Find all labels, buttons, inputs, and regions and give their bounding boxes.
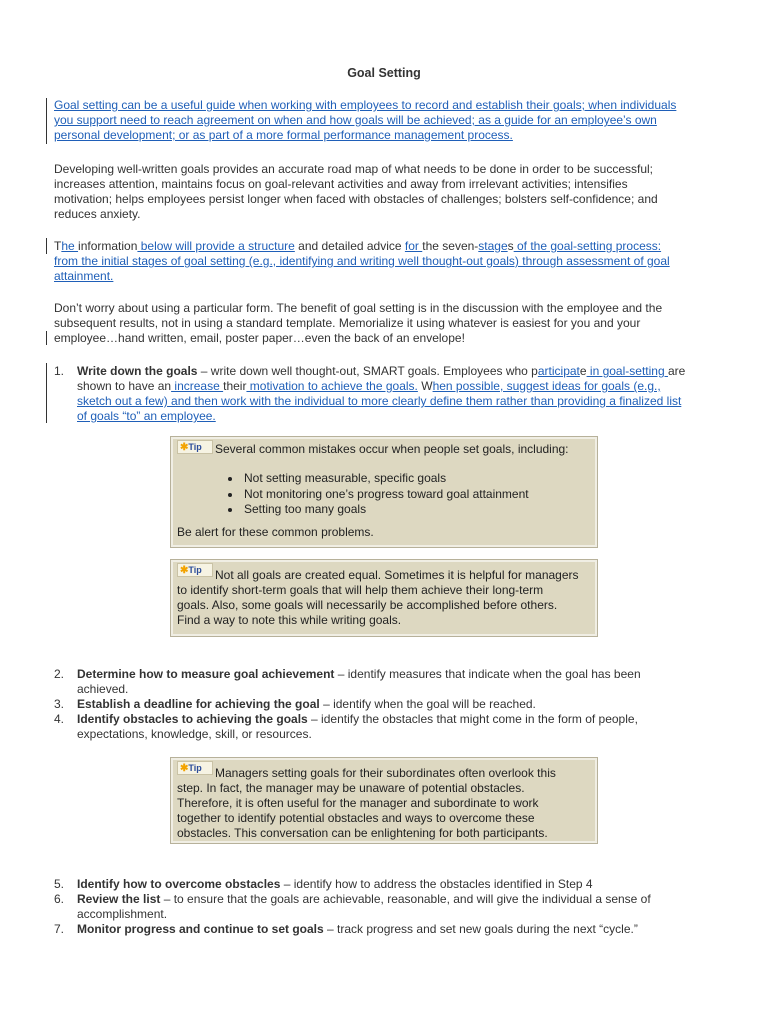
body-text: W — [417, 379, 433, 393]
tip-text-block — [177, 583, 591, 628]
list-item — [54, 697, 724, 712]
tip-box — [170, 559, 598, 637]
tracked-change-text: in goal-setting — [586, 364, 668, 378]
tip-text: Several common mistakes occur when people set goals, including: — [215, 442, 569, 456]
step-heading: Identify how to overcome obstacles — [77, 877, 281, 891]
step-heading: Identify obstacles to achieving the goals — [77, 712, 308, 726]
benefits-line: increases attention, maintains focus on goal-relevant activities and away from irrelevant activities; intensifies — [54, 177, 628, 191]
step-text: – identify how to address the obstacles identified in Step 4 — [280, 877, 593, 891]
tip-box — [170, 436, 598, 548]
structure-line — [54, 239, 719, 254]
body-text: T — [54, 239, 62, 253]
list-number: 2. — [54, 667, 65, 681]
tip-bullet-list — [177, 471, 591, 518]
intro-line: personal development; or as part of a more formal performance management process. — [54, 128, 513, 142]
star-tip-icon: ✱Tip — [177, 440, 213, 454]
tip-box — [170, 757, 598, 844]
step-heading: Establish a deadline for achieving the goal — [77, 697, 320, 711]
tracked-change-text: motivation to achieve the goals. — [246, 379, 418, 393]
list-number: 6. — [54, 892, 65, 906]
form-note-paragraph — [54, 301, 719, 346]
list-item — [54, 667, 724, 697]
step-text: expectations, knowledge, skill, or resources. — [77, 727, 312, 741]
step-text: – identify measures that indicate when the goal has been — [334, 667, 641, 681]
list-item — [54, 922, 724, 937]
step-heading: Monitor progress and continue to set goals — [77, 922, 324, 936]
tip-text-block — [177, 781, 591, 841]
step-line — [77, 364, 724, 379]
star-tip-icon: ✱Tip — [177, 761, 213, 775]
tip-text: together to identify potential obstacles and ways to overcome these — [177, 811, 535, 825]
tracked-change-text: for — [404, 239, 423, 253]
form-note-line: Don’t worry about using a particular form. The benefit of goal setting is in the discussion with the employee and the — [54, 301, 663, 315]
tip-text: Be alert for these common problems. — [177, 525, 374, 539]
benefits-paragraph — [54, 162, 719, 222]
tracked-change-text: hen possible, suggest ideas for goals (e.g., — [432, 379, 661, 393]
revision-bar — [46, 331, 47, 345]
form-note-line: employee…hand written, email, poster paper…even the back of an envelope! — [54, 331, 465, 345]
step-line — [77, 379, 724, 394]
step-text: achieved. — [77, 682, 129, 696]
structure-line: attainment. — [54, 269, 114, 283]
step-heading: Write down the goals — [77, 364, 198, 378]
list-number: 4. — [54, 712, 65, 726]
step-text: – track progress and set new goals during the next “cycle.” — [323, 922, 638, 936]
body-text: shown to have an — [77, 379, 172, 393]
tracked-change-text: of the goal-setting process: — [513, 239, 662, 253]
intro-line: Goal setting can be a useful guide when working with employees to record and establish their goals; when individuals — [54, 98, 677, 112]
body-text: s — [507, 239, 514, 253]
tip-bullet: Not setting measurable, specific goals — [177, 471, 591, 487]
tip-text: goals. Also, some goals will necessarily be accomplished before others. — [177, 598, 558, 612]
form-note-line: subsequent results, not in using a standard template. Memorialize it using whatever is easiest for you and your — [54, 316, 641, 330]
steps-end — [54, 877, 724, 937]
tracked-change-text: articipat — [537, 364, 580, 378]
step-1 — [54, 364, 724, 424]
body-text: – write down well thought-out, SMART goals. Employees who p — [197, 364, 538, 378]
tip-text: Find a way to note this while writing goals. — [177, 613, 402, 627]
tracked-change-text: he — [61, 239, 79, 253]
body-text: information — [78, 239, 138, 253]
step-text: – identify when the goal will be reached. — [319, 697, 536, 711]
star-tip-icon: ✱Tip — [177, 563, 213, 577]
revision-bar — [46, 363, 47, 423]
list-item — [54, 877, 724, 892]
tip-bullet: Not monitoring one’s progress toward goal attainment — [177, 487, 591, 503]
body-text: the seven- — [422, 239, 479, 253]
body-text: and detailed advice — [294, 239, 405, 253]
structure-line: from the initial stages of goal setting (e.g., identifying and writing well thought-out goals) through assessment of goal — [54, 254, 670, 268]
list-number: 1. — [54, 364, 65, 378]
list-item — [54, 712, 724, 742]
step-heading: Determine how to measure goal achievement — [77, 667, 335, 681]
tracked-change-text: below will provide a structure — [137, 239, 295, 253]
benefits-line: motivation; helps employees persist longer when faced with obstacles of challenges; bolsters self-confidence; and — [54, 192, 658, 206]
tip-text: Not all goals are created equal. Sometimes it is helpful for managers — [215, 568, 579, 582]
page-title: Goal Setting — [347, 66, 421, 80]
step-text: accomplishment. — [77, 907, 168, 921]
body-text: e — [579, 364, 587, 378]
intro-paragraph — [54, 98, 719, 143]
benefits-line: Developing well-written goals provides an accurate road map of what needs to be done in order to be successful; — [54, 162, 654, 176]
revision-bar — [46, 238, 47, 254]
intro-line: you support need to reach agreement on when and how goals will be achieved; as a guide for an employee’s own — [54, 113, 657, 127]
tip-text: step. In fact, the manager may be unaware of potential obstacles. — [177, 781, 525, 795]
tracked-change-text: stage — [478, 239, 508, 253]
step-line: sketch out a few) and then work with the individual to more clearly define them rather than providing a finalized list — [77, 394, 682, 408]
list-item — [54, 892, 724, 922]
step-text — [197, 364, 685, 378]
body-text: their — [223, 379, 247, 393]
tip-text: Therefore, it is often useful for the manager and subordinate to work — [177, 796, 539, 810]
list-item — [54, 364, 724, 424]
body-text: are — [667, 364, 686, 378]
list-number: 3. — [54, 697, 65, 711]
tracked-change-text: increase — [171, 379, 224, 393]
step-text: – to ensure that the goals are achievable, reasonable, and will give the individual a sense of — [160, 892, 651, 906]
structure-paragraph — [54, 239, 719, 284]
benefits-line: reduces anxiety. — [54, 207, 141, 221]
tip-text: to identify short-term goals that will help them achieve their long-term — [177, 583, 544, 597]
list-number: 5. — [54, 877, 65, 891]
tip-bullet: Setting too many goals — [177, 502, 591, 518]
step-line: of goals “to” an employee. — [77, 409, 216, 423]
tip-text: Managers setting goals for their subordinates often overlook this — [215, 766, 556, 780]
step-heading: Review the list — [77, 892, 161, 906]
list-number: 7. — [54, 922, 65, 936]
revision-bar — [46, 98, 47, 144]
step-text: – identify the obstacles that might come in the form of people, — [307, 712, 638, 726]
tip-text: obstacles. This conversation can be enlightening for both participants. — [177, 826, 548, 840]
steps-middle — [54, 667, 724, 742]
